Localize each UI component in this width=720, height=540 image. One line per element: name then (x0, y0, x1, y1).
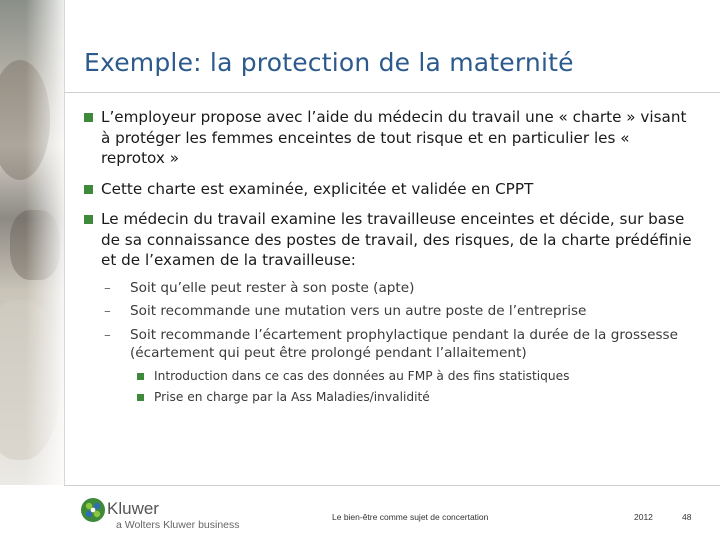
slide-title: Exemple: la protection de la maternité (84, 48, 574, 77)
bullet-item (84, 107, 694, 169)
sub-bullet-item (104, 279, 694, 298)
bullet-text: Cette charte est examinée, explicitée et validée en CPPT (101, 179, 534, 198)
logo-tagline: a Wolters Kluwer business (116, 519, 240, 531)
bullet-square-icon (84, 185, 93, 194)
dash-icon: – (104, 326, 111, 343)
bullet-item (84, 179, 694, 200)
bullet-text: Le médecin du travail examine les travailleuse enceintes et décide, sur base de sa connaissance des postes de travail, des risques, de la charte prédéfinie et de l’examen de la travailleuse: (101, 210, 692, 269)
bullet-square-icon (84, 215, 93, 224)
bullet-square-icon (137, 394, 144, 401)
sub-bullet-list (84, 279, 694, 406)
bullet-text: L’employeur propose avec l’aide du médecin du travail une « charte » visant à protéger les femmes enceintes de tout risque et en particulier les « reprotox » (101, 108, 687, 167)
sub-bullet-text: Soit qu’elle peut rester à son poste (apte) (130, 279, 415, 296)
bullet-item (84, 209, 694, 271)
logo-name: Kluwer (107, 499, 159, 518)
bullet-square-icon (84, 113, 93, 122)
kluwer-globe-icon (80, 497, 106, 523)
dash-icon: – (104, 279, 111, 296)
kluwer-logo (80, 497, 270, 533)
sub-bullet-text: Soit recommande l’écartement prophylactique pendant la durée de la grossesse (écartement qui peut être prolongé pendant l’allaitement) (130, 326, 678, 361)
sub-sub-bullet-text: Introduction dans ce cas des données au FMP à des fins statistiques (154, 368, 570, 383)
page-number: 48 (682, 512, 692, 522)
footer-year: 2012 (634, 512, 653, 522)
sub-bullet-item (104, 302, 694, 321)
footer-title: Le bien-être comme sujet de concertation (332, 512, 489, 522)
background-photo (0, 0, 64, 485)
sub-bullet-item (104, 326, 694, 363)
dash-icon: – (104, 303, 111, 319)
sub-bullet-text: Soit recommande une mutation vers un autre poste de l’entreprise (130, 303, 587, 319)
sub-sub-bullet-item (137, 389, 694, 406)
title-divider (64, 92, 720, 93)
left-divider (64, 0, 65, 485)
bullet-square-icon (137, 373, 144, 380)
sub-sub-bullet-text: Prise en charge par la Ass Maladies/invalidité (154, 389, 430, 404)
slide-content (84, 107, 694, 412)
sub-sub-bullet-item (137, 368, 694, 385)
footer-divider (64, 485, 720, 486)
